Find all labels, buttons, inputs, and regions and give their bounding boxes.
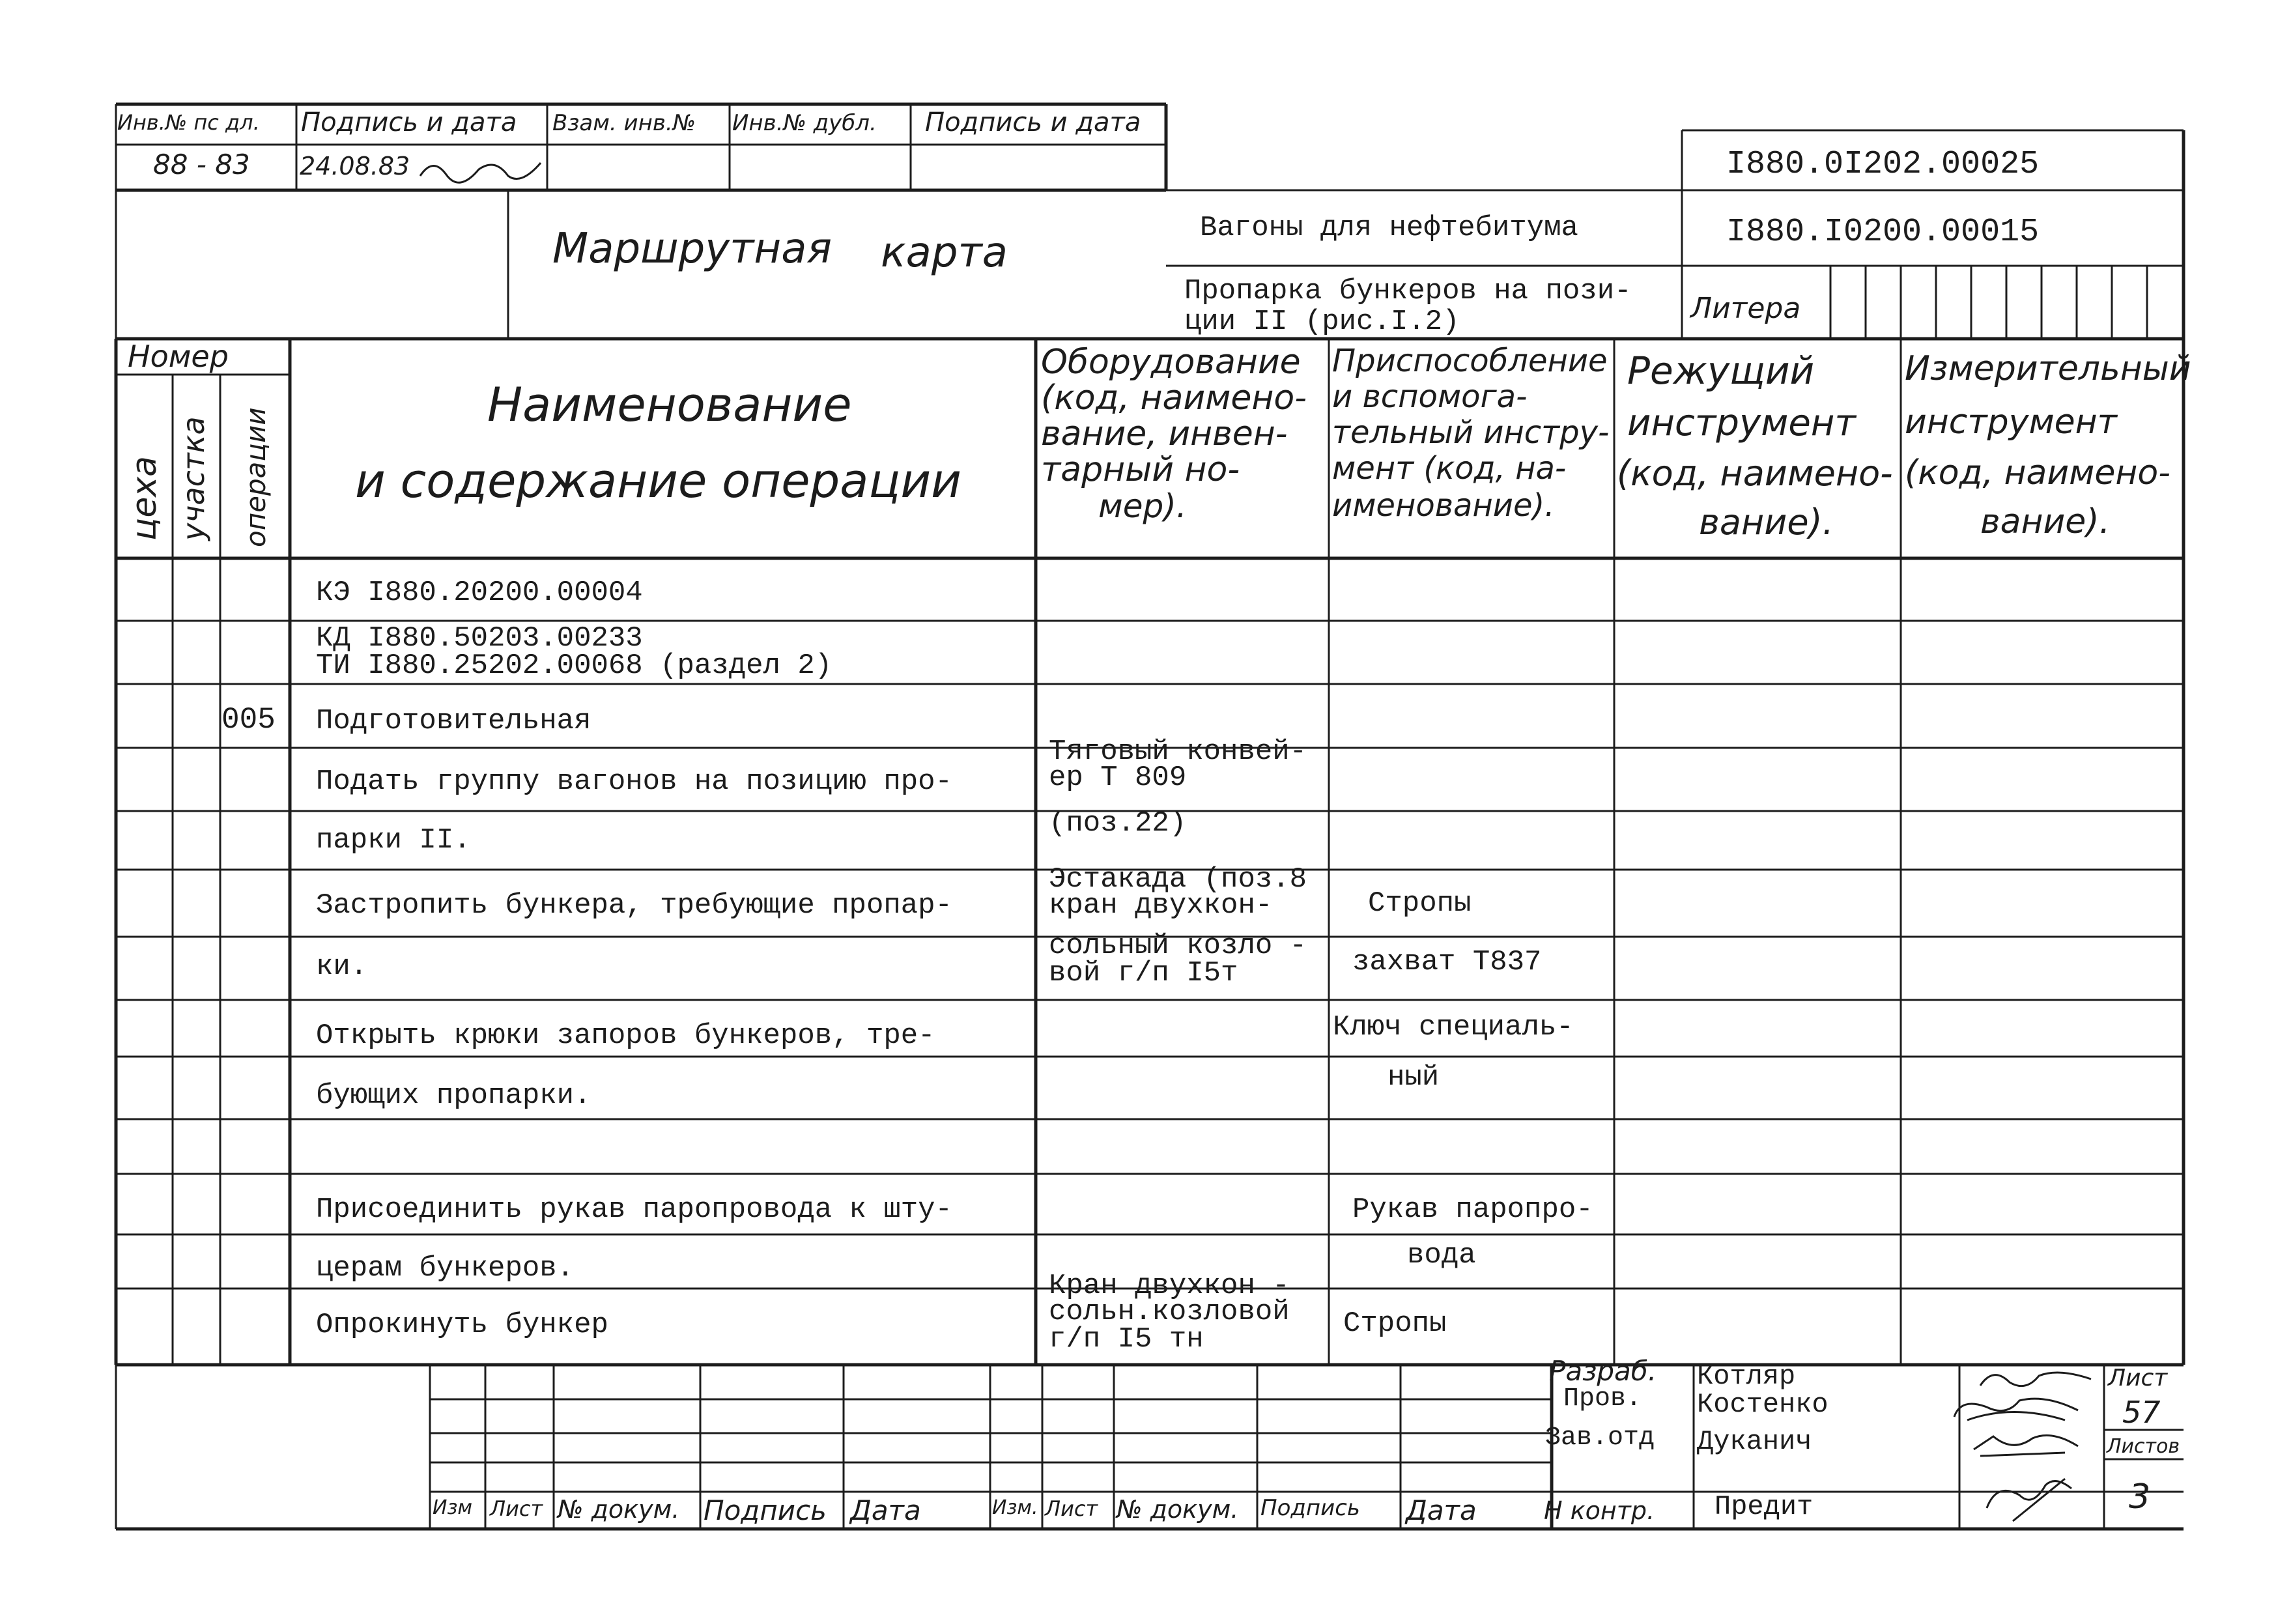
step-line-3: Застропить бункера, требующие пропар-: [316, 889, 952, 922]
fixture-line-1: Стропы: [1368, 887, 1472, 920]
operation-title-line-1: Пропарка бункеров на пози-: [1184, 275, 1632, 307]
signature-prov: [1948, 1391, 2085, 1430]
header-cutting-2: инструмент: [1627, 402, 1857, 444]
signature-strip: [417, 150, 547, 189]
header-name-line-2: и содержание операции: [355, 453, 961, 508]
header-measuring-1: Измерительный: [1905, 349, 2191, 388]
equipment-line-1: Тяговый конвей-: [1049, 735, 1307, 768]
header-operatsii: операции: [240, 407, 272, 547]
header-equipment-1: Оборудование: [1041, 343, 1301, 382]
footer-right-izm: Изм.: [992, 1496, 1038, 1519]
footer-right-ndokum: № докум.: [1117, 1495, 1239, 1524]
doc-code-secondary: I880.I0200.00015: [1726, 214, 2040, 251]
name-zav-otd: Дуканич: [1697, 1426, 1812, 1457]
op-number: 005: [221, 703, 276, 737]
step-line-6: бующих пропарки.: [316, 1079, 591, 1112]
ref-ti: ТИ I880.25202.00068 (раздел 2): [316, 649, 832, 682]
footer-left-podpis: Подпись: [704, 1494, 827, 1526]
header-measuring-3: (код, наимено-: [1905, 453, 2170, 492]
step-line-7: Присоединить рукав паропровода к шту-: [316, 1193, 952, 1226]
header-nomer: Номер: [128, 339, 229, 374]
equipment-line-7: вой г/п I5т: [1049, 957, 1238, 990]
card-type-title: Маршрутная: [552, 225, 832, 273]
footer-right-list: Лист: [1045, 1496, 1098, 1521]
header-tseha: цеха: [125, 455, 164, 541]
ref-ke: КЭ I880.20200.00004: [316, 577, 643, 609]
header-fixtures-3: тельный инстру-: [1332, 414, 1610, 451]
footer-left-list: Лист: [490, 1496, 543, 1521]
fixture-line-4: ный: [1387, 1061, 1440, 1094]
strip-header-vzam-inv: Взам. инв.№: [552, 110, 696, 136]
strip-header-sign-date-1: Подпись и дата: [301, 107, 517, 137]
strip-header-sign-date-2: Подпись и дата: [925, 107, 1141, 137]
equipment-line-8: Кран двухкон -: [1049, 1270, 1290, 1302]
equipment-line-6: сольный козло -: [1049, 930, 1307, 962]
role-razrab: Разраб.: [1549, 1355, 1657, 1387]
header-equipment-5: мер).: [1098, 487, 1187, 525]
footer-right-data: Дата: [1406, 1494, 1477, 1526]
litera-label: Литера: [1690, 292, 1801, 325]
step-line-1: Подать группу вагонов на позицию про-: [316, 765, 952, 798]
fixture-line-2: захват Т837: [1352, 946, 1542, 978]
name-prov: Костенко: [1697, 1389, 1829, 1420]
role-zav-otd: Зав.отд: [1545, 1423, 1655, 1453]
header-measuring-2: инструмент: [1905, 403, 2117, 442]
header-cutting-3: (код, наимено-: [1617, 453, 1893, 494]
card-word-title: карта: [881, 229, 1008, 277]
strip-value-date: 24.08.83: [300, 152, 410, 180]
name-n-kontr: Предит: [1715, 1491, 1814, 1522]
header-fixtures-5: именование).: [1332, 487, 1555, 524]
footer-right-podpis: Подпись: [1260, 1495, 1360, 1521]
product-name: Вагоны для нефтебитума: [1200, 212, 1578, 244]
equipment-line-10: г/п I5 тн: [1049, 1325, 1204, 1351]
header-fixtures-1: Приспособление: [1332, 343, 1608, 379]
equipment-line-9: сольн.козловой: [1049, 1296, 1290, 1328]
strip-header-inv-dubl: Инв.№ дубл.: [732, 110, 877, 136]
fixture-line-7: Стропы: [1343, 1307, 1447, 1340]
role-n-kontr: Н контр.: [1544, 1496, 1655, 1525]
header-measuring-4: вание).: [1980, 502, 2111, 541]
step-line-5: Открыть крюки запоров бункеров, тре-: [316, 1019, 935, 1052]
footer-left-izm: Изм: [433, 1496, 473, 1519]
role-prov: Пров.: [1563, 1384, 1642, 1414]
header-uchastka: участка: [176, 416, 211, 541]
equipment-line-4: Эстакада (поз.8: [1049, 863, 1307, 896]
equipment-line-3: (поз.22): [1049, 807, 1187, 840]
header-fixtures-4: мент (код, на-: [1332, 450, 1567, 487]
sheet-label: Лист: [2108, 1365, 2168, 1391]
strip-header-inv-podl: Инв.№ пс дл.: [117, 110, 260, 135]
equipment-line-2: ер Т 809: [1049, 762, 1187, 794]
strip-value-inv-podl: 88 - 83: [153, 149, 250, 180]
name-razrab: Котляр: [1697, 1361, 1796, 1392]
operation-title-line-2: ции II (рис.I.2): [1184, 306, 1460, 338]
header-name-line-1: Наименование: [487, 377, 852, 432]
doc-code-primary: I880.0I202.00025: [1726, 146, 2040, 183]
step-line-9: Опрокинуть бункер: [316, 1309, 608, 1341]
header-cutting-1: Режущий: [1627, 349, 1815, 393]
sheets-total-label: Листов: [2107, 1435, 2180, 1458]
fixture-line-5: Рукав паропро-: [1352, 1193, 1593, 1226]
step-line-8: церам бункеров.: [316, 1252, 575, 1285]
step-line-2: парки II.: [316, 824, 471, 857]
step-line-4: ки.: [316, 950, 368, 983]
signature-n-kontr: [1974, 1469, 2085, 1528]
equipment-line-5: кран двухкон-: [1049, 889, 1273, 922]
sheet-number: 57: [2122, 1395, 2161, 1430]
signature-zav-otd: [1967, 1427, 2091, 1462]
sheets-total-value: 3: [2129, 1477, 2151, 1517]
fixture-line-3: Ключ специаль-: [1333, 1011, 1574, 1044]
header-cutting-4: вание).: [1699, 502, 1834, 543]
header-equipment-3: вание, инвен-: [1041, 414, 1288, 453]
header-equipment-4: тарный но-: [1041, 450, 1240, 489]
footer-left-data: Дата: [850, 1494, 921, 1526]
ref-kd: КД I880.50203.00233: [316, 622, 643, 655]
op-name: Подготовительная: [316, 705, 591, 737]
footer-left-ndokum: № докум.: [558, 1495, 680, 1524]
fixture-line-6: вода: [1407, 1239, 1476, 1272]
header-fixtures-2: и вспомога-: [1332, 378, 1528, 415]
header-equipment-2: (код, наимено-: [1041, 378, 1307, 418]
